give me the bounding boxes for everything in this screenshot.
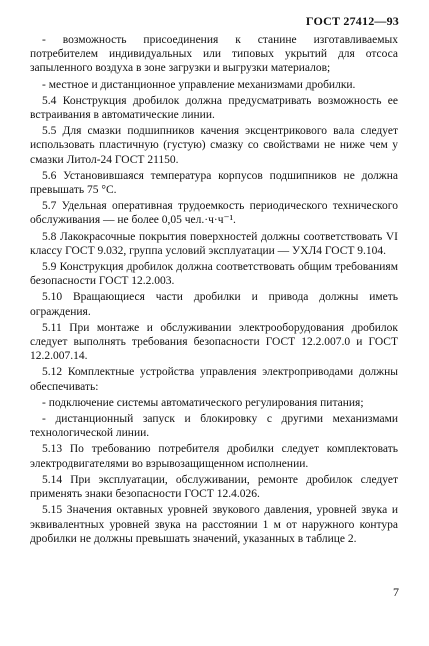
- paragraph: - дистанционный запуск и блокировку с другими механизмами технологической линии.: [30, 413, 398, 440]
- paragraph: 5.9 Конструкция дробилок должна соответствовать общим требованиям безопасности ГОСТ 12.2.003.: [30, 261, 398, 288]
- paragraph: 5.15 Значения октавных уровней звукового давления, уровней звука и эквивалентных уровней звука на расстоянии 1 м от наружного контура дробилки не должны превышать значений, указанных в таблице 2.: [30, 504, 398, 545]
- paragraph: 5.10 Вращающиеся части дробилки и привода должны иметь ограждения.: [30, 291, 398, 318]
- paragraph: 5.11 При монтаже и обслуживании электрооборудования дробилок следует выполнять требования безопасности ГОСТ 12.2.007.0 и ГОСТ 12.2.007.14.: [30, 321, 398, 363]
- paragraph: 5.6 Установившаяся температура корпусов подшипников не должна превышать 75 °С.: [30, 169, 398, 197]
- paragraph: 5.14 При эксплуатации, обслуживании, ремонте дробилок следует применять знаки безопасности ГОСТ 12.4.026.: [30, 473, 398, 501]
- paragraph: - местное и дистанционное управление механизмами дробилки.: [42, 78, 356, 91]
- page-number: 7: [393, 585, 399, 599]
- paragraph: 5.8 Лакокрасочные покрытия поверхностей должны соответствовать VI классу ГОСТ 9.032, группа условий эксплуатации — УХЛ4 ГОСТ 9.104.: [30, 230, 398, 257]
- paragraph: - возможность присоединения к станине изготавливаемых потребителем индивидуальных или типовых укрытий для отсоса запыленного воздуха в зоне загрузки и выгрузки материалов;: [30, 34, 398, 75]
- paragraph: 5.4 Конструкция дробилок должна предусматривать возможность ее встраивания в автоматические линии.: [30, 94, 398, 122]
- paragraph: 5.5 Для смазки подшипников качения эксцентрикового вала следует использовать пластичную (густую) смазку со свойствами не ниже чем у смазки Литол-24 ГОСТ 21150.: [30, 125, 398, 166]
- paragraph: 5.12 Комплектные устройства управления электроприводами должны обеспечивать:: [30, 366, 398, 393]
- paragraph: 5.7 Удельная оперативная трудоемкость периодического технического обслуживания — не более 0,05 чел.·ч·ч⁻¹.: [30, 200, 398, 227]
- document-header: ГОСТ 27412—93: [305, 14, 399, 28]
- document-body: [30, 33, 398, 548]
- paragraph: 5.13 По требованию потребителя дробилки следует комплектовать электродвигателями во взрывозащищенном исполнении.: [30, 443, 398, 470]
- paragraph: - подключение системы автоматического регулирования питания;: [42, 396, 364, 409]
